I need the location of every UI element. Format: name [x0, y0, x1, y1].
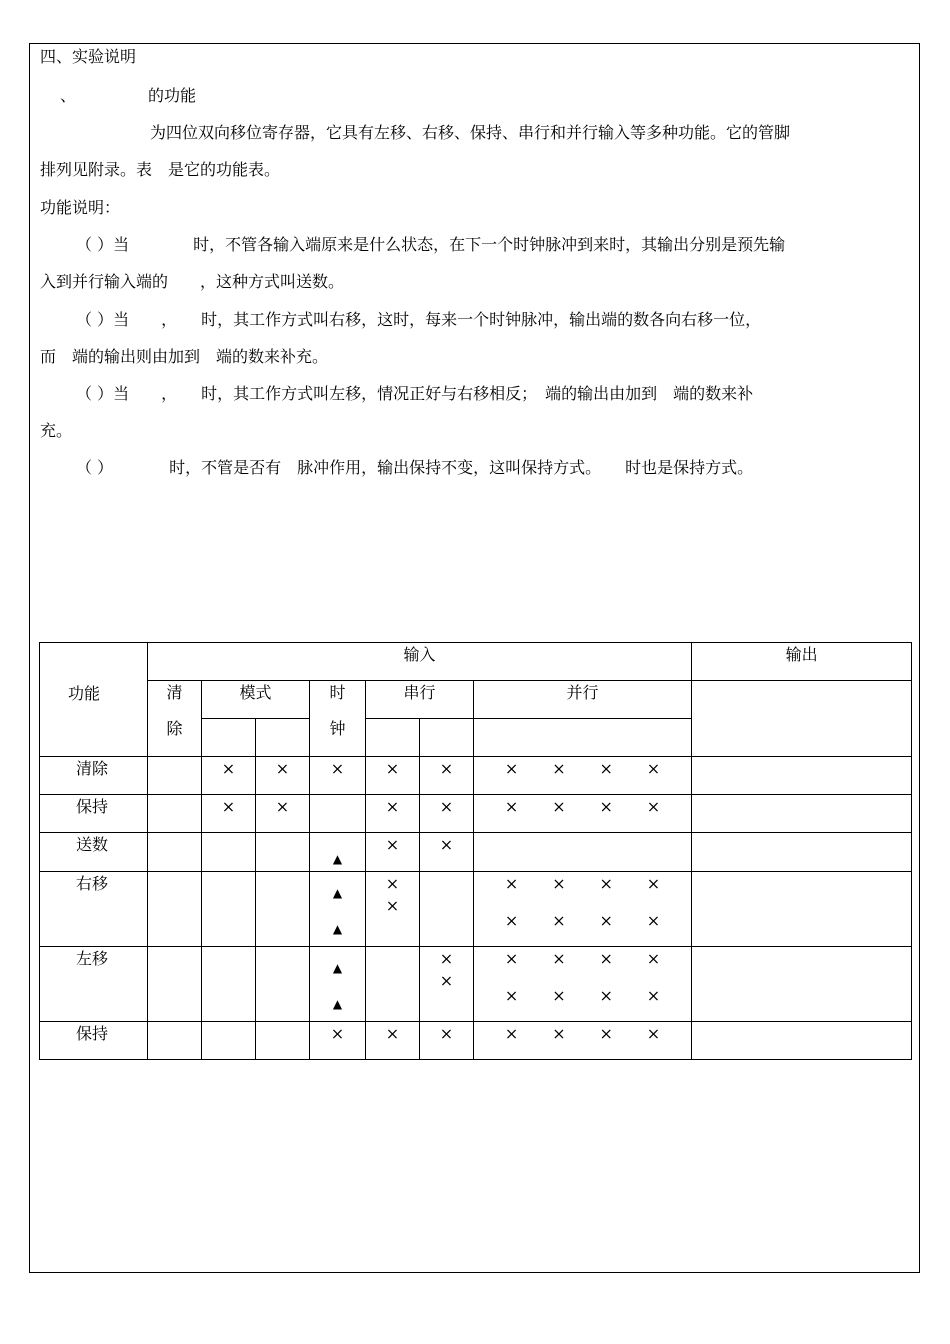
x-mark: ×	[552, 911, 566, 930]
clock-rising-icon: ▲	[332, 961, 343, 975]
paragraph-2-line-1: （ ）当 ， 时，其工作方式叫右移，这时，每来一个时钟脉冲，输出端的数各向右移一位，	[76, 310, 762, 329]
x-mark: ×	[552, 986, 566, 1005]
x-mark: ×	[552, 759, 566, 778]
x-mark: ×	[385, 835, 400, 854]
function-label: 功能说明：	[40, 198, 121, 217]
x-mark: ×	[504, 874, 519, 893]
x-mark: ×	[646, 1024, 661, 1043]
x-mark: ×	[330, 1024, 345, 1043]
clock-rising-icon: ▲	[332, 997, 343, 1011]
x-mark: ×	[439, 1024, 454, 1043]
x-mark: ×	[599, 759, 613, 778]
x-mark: ×	[439, 835, 454, 854]
header-clock-2: 钟	[329, 719, 346, 738]
x-mark: ×	[646, 759, 661, 778]
x-mark: ×	[504, 1024, 519, 1043]
x-mark: ×	[646, 797, 661, 816]
x-mark: ×	[275, 759, 290, 778]
x-mark: ×	[599, 986, 613, 1005]
clock-rising-icon: ▲	[332, 922, 343, 936]
x-mark: ×	[504, 949, 519, 968]
row-label: 左移	[40, 947, 148, 1022]
header-clear-1: 清	[166, 683, 183, 702]
x-mark: ×	[504, 986, 519, 1005]
x-mark: ×	[552, 797, 566, 816]
intro-line-1: 为四位双向移位寄存器，它具有左移、右移、保持、串行和并行输入等多种功能。它的管脚	[150, 123, 791, 142]
table-row	[40, 947, 912, 1022]
x-mark: ×	[504, 797, 519, 816]
row-label: 清除	[40, 757, 148, 795]
x-mark: ×	[221, 759, 236, 778]
x-mark: ×	[385, 896, 400, 915]
header-parallel: 并行	[474, 681, 692, 719]
header-output: 输出	[692, 643, 912, 681]
x-mark: ×	[646, 986, 661, 1005]
x-mark: ×	[646, 874, 661, 893]
table-row	[40, 795, 912, 833]
x-mark: ×	[552, 949, 566, 968]
x-mark: ×	[552, 874, 566, 893]
serial-sub-1	[366, 719, 420, 757]
header-clock	[310, 681, 366, 757]
row-label: 右移	[40, 872, 148, 947]
x-mark: ×	[599, 911, 613, 930]
x-mark: ×	[599, 874, 613, 893]
clock-rising-icon: ▲	[332, 852, 343, 866]
x-mark: ×	[504, 759, 519, 778]
table-row	[40, 872, 912, 947]
x-mark: ×	[385, 1024, 400, 1043]
x-mark: ×	[599, 1024, 613, 1043]
x-mark: ×	[646, 949, 661, 968]
intro-line-2: 排列见附录。表 是它的功能表。	[40, 160, 281, 179]
x-mark: ×	[552, 1024, 566, 1043]
mode-sub-2	[256, 719, 310, 757]
paragraph-4-line-1: （ ） 时，不管是否有 脉冲作用，输出保持不变，这叫保持方式。 时也是保持方式。	[76, 458, 754, 477]
output-header-blank	[692, 681, 912, 757]
header-mode: 模式	[202, 681, 310, 719]
header-clock-1: 时	[329, 683, 346, 702]
paragraph-2-line-2: 而 端的输出则由加到 端的数来补充。	[40, 347, 329, 366]
x-mark: ×	[439, 949, 454, 968]
table-row	[40, 757, 912, 795]
row-label: 保持	[40, 1022, 148, 1060]
mode-sub-1	[202, 719, 256, 757]
table-row	[40, 833, 912, 872]
clock-rising-icon: ▲	[332, 886, 343, 900]
paragraph-3-line-1: （ ）当 ， 时，其工作方式叫左移，情况正好与右移相反； 端的输出由加到 端的数来补	[76, 384, 754, 403]
x-mark: ×	[599, 949, 613, 968]
x-mark: ×	[385, 759, 400, 778]
header-function: 功能	[40, 643, 148, 757]
x-mark: ×	[330, 759, 345, 778]
header-serial: 串行	[366, 681, 474, 719]
serial-sub-2	[420, 719, 474, 757]
row-label: 送数	[40, 833, 148, 872]
table-row	[40, 1022, 912, 1060]
row-label: 保持	[40, 795, 148, 833]
header-clear	[148, 681, 202, 757]
x-mark: ×	[439, 759, 454, 778]
header-clear-2: 除	[166, 719, 183, 738]
x-mark: ×	[385, 797, 400, 816]
subheading: 、 的功能	[60, 86, 197, 105]
x-mark: ×	[439, 797, 454, 816]
paragraph-1-line-1: （ ）当 时，不管各输入端原来是什么状态，在下一个时钟脉冲到来时，其输出分别是预先输	[76, 235, 786, 254]
x-mark: ×	[504, 911, 519, 930]
header-input: 输入	[148, 643, 692, 681]
parallel-sub	[474, 719, 692, 757]
paragraph-3-line-2: 充。	[40, 421, 73, 440]
x-mark: ×	[646, 911, 661, 930]
x-mark: ×	[275, 797, 290, 816]
x-mark: ×	[221, 797, 236, 816]
function-table	[39, 642, 912, 1060]
x-mark: ×	[439, 971, 454, 990]
x-mark: ×	[599, 797, 613, 816]
paragraph-1-line-2: 入到并行输入端的 ，这种方式叫送数。	[40, 272, 345, 291]
x-mark: ×	[385, 874, 400, 893]
section-title: 四、实验说明	[40, 47, 137, 66]
